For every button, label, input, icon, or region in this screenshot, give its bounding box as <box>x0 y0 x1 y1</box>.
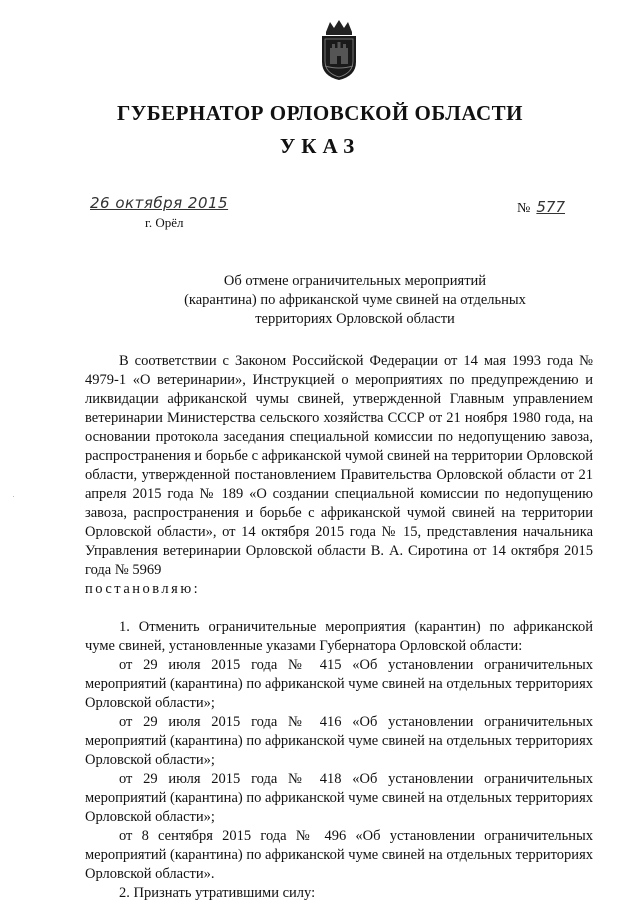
decree-title: УКАЗ <box>279 134 361 158</box>
number-value: 577 <box>536 198 565 216</box>
subject-line-1: Об отмене ограничительных мероприятий <box>223 273 487 289</box>
item-1-sub-3: от 29 июля 2015 года № 418 «Об установлении ограничительных мероприятий (карантина) по африканской чуме свиней на отдельных территориях Орловской области»; <box>85 771 593 825</box>
decree-body <box>85 352 593 903</box>
orel-coat-of-arms-icon <box>316 18 362 82</box>
scan-speck <box>13 496 14 497</box>
governor-title: ГУБЕРНАТОР ОРЛОВСКОЙ ОБЛАСТИ <box>116 101 524 125</box>
item-2: 2. Признать утратившими силу: <box>119 885 316 901</box>
decree-subject <box>0 272 640 329</box>
subject-line-2: (карантина) по африканской чуме свиней на отдельных <box>184 292 526 308</box>
subject-line-3: территориях Орловской области <box>255 311 455 327</box>
item-1-sub-4: от 8 сентября 2015 года № 496 «Об установлении ограничительных мероприятий (карантина) по африканской чуме свиней на отдельных территориях Орловской области». <box>85 828 593 882</box>
item-1-sub-2: от 29 июля 2015 года № 416 «Об установлении ограничительных мероприятий (карантина) по африканской чуме свиней на отдельных территориях Орловской области»; <box>85 714 593 768</box>
decree-number <box>517 198 565 217</box>
city: г. Орёл <box>145 215 184 230</box>
postanovlyayu: постановляю: <box>85 581 201 597</box>
number-label: № <box>517 201 531 216</box>
item-1-sub-1: от 29 июля 2015 года № 415 «Об установлении ограничительных мероприятий (карантина) по африканской чуме свиней на отдельных территориях Орловской области»; <box>85 657 593 711</box>
item-1: 1. Отменить ограничительные мероприятия (карантин) по африканской чуме свиней, установленные указами Губернатора Орловской области: <box>85 619 593 654</box>
preamble-paragraph: В соответствии с Законом Российской Федерации от 14 мая 1993 года № 4979-1 «О ветеринарии», Инструкцией о мероприятиях по предупреждению и ликвидации африканской чумы свиней, утвержденной Главным управлением ветеринарии Министерства сельского хозяйства СССР от 21 ноября 1980 года, на основании протокола заседания специальной комиссии по недопущению завоза, распространения и борьбе с африканской чумой свиней на территории Орловской области, утвержденной постановлением Правительства Орловской области от 21 апреля 2015 года № 189 «О создании специальной комиссии по недопущению завоза, распространения и борьбе с африканской чумой свиней на территории Орловской области», от 14 октября 2015 года № 15, представления начальника Управления ветеринарии Орловской области В. А. Сиротина от 14 октября 2015 года № 5969 <box>85 353 593 578</box>
handwritten-date: 26 октября 2015 <box>90 194 229 212</box>
